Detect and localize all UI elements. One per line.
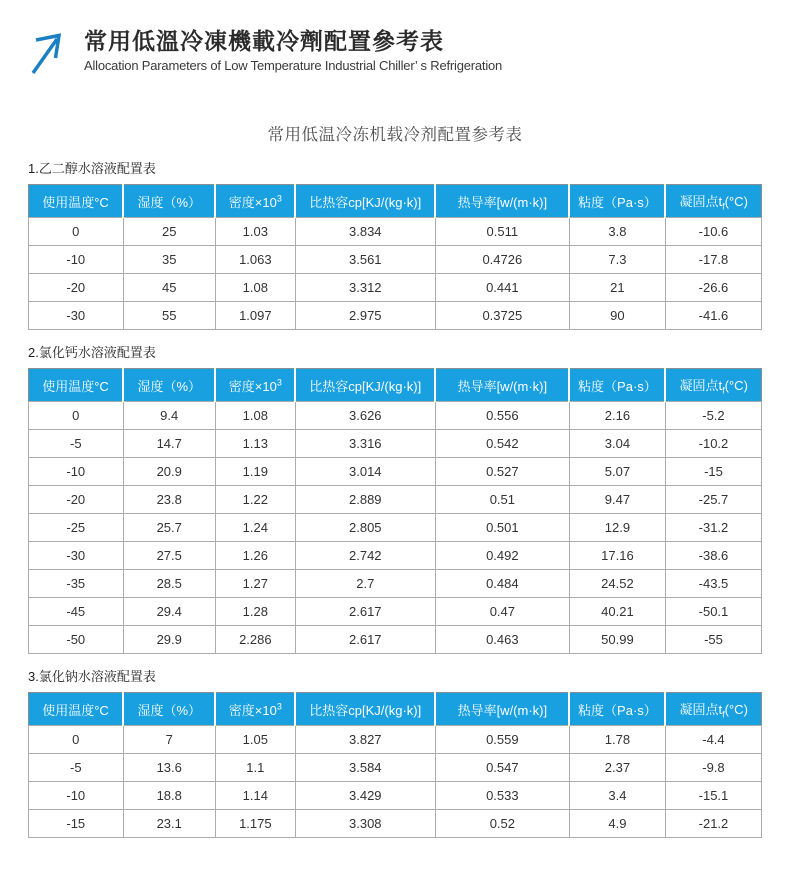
section-label-ethylene-glycol: 1.乙二醇水溶液配置表 xyxy=(28,161,156,176)
table-cell: 3.04 xyxy=(569,430,665,458)
table-cell: -55 xyxy=(665,626,761,654)
table-cell: 0.492 xyxy=(435,542,569,570)
table-cell: 1.26 xyxy=(215,542,295,570)
table-cell: 1.28 xyxy=(215,598,295,626)
table-cell: -38.6 xyxy=(665,542,761,570)
table-row xyxy=(29,274,762,302)
table-cell: 1.13 xyxy=(215,430,295,458)
table-cell: -9.8 xyxy=(665,754,761,782)
table-row xyxy=(29,430,762,458)
table-cell: -10.2 xyxy=(665,430,761,458)
table-cell: 7.3 xyxy=(569,246,665,274)
table-cell: 0.463 xyxy=(435,626,569,654)
table-row xyxy=(29,458,762,486)
table-cell: 2.7 xyxy=(295,570,435,598)
section-label-calcium-chloride: 2.氯化钙水溶液配置表 xyxy=(28,345,156,360)
table-cell: 2.37 xyxy=(569,754,665,782)
column-header: 使用温度°C xyxy=(29,369,124,402)
table-cell: 3.584 xyxy=(295,754,435,782)
column-header: 粘度（Pa·s） xyxy=(569,185,665,218)
table-cell: -26.6 xyxy=(665,274,761,302)
column-header: 湿度（%） xyxy=(123,369,215,402)
section-label-sodium-chloride: 3.氯化钠水溶液配置表 xyxy=(28,669,156,684)
column-header: 密度$\times 10^3$ xyxy=(215,693,295,726)
table-cell: 3.8 xyxy=(569,218,665,246)
table-row xyxy=(29,514,762,542)
table-cell: 0.542 xyxy=(435,430,569,458)
column-header: 粘度（Pa·s） xyxy=(569,369,665,402)
table-cell: -41.6 xyxy=(665,302,761,330)
table-cell: 0.51 xyxy=(435,486,569,514)
table-cell: 1.05 xyxy=(215,726,295,754)
column-header: 凝固点$t_f(^\circ C)$ xyxy=(665,369,761,402)
table-row xyxy=(29,726,762,754)
column-header: 凝固点$t_f(^\circ C)$ xyxy=(665,185,761,218)
column-header: 密度$\times 10^3$ xyxy=(215,369,295,402)
table-cell: 17.16 xyxy=(569,542,665,570)
sodium-chloride-table xyxy=(28,692,762,838)
table-row xyxy=(29,402,762,430)
table-cell: 1.27 xyxy=(215,570,295,598)
table-cell: 90 xyxy=(569,302,665,330)
table-cell: 13.6 xyxy=(123,754,215,782)
table-cell: 9.47 xyxy=(569,486,665,514)
table-cell: 4.9 xyxy=(569,810,665,838)
ethylene-glycol-table xyxy=(28,184,762,330)
table-cell: 0.3725 xyxy=(435,302,569,330)
table-cell: 1.03 xyxy=(215,218,295,246)
table-cell: 1.063 xyxy=(215,246,295,274)
table-cell: -25 xyxy=(29,514,124,542)
table-cell: 2.617 xyxy=(295,598,435,626)
table-cell: -30 xyxy=(29,542,124,570)
table-cell: 0.484 xyxy=(435,570,569,598)
table-cell: -10 xyxy=(29,458,124,486)
column-header: 使用温度°C xyxy=(29,693,124,726)
table-cell: 1.78 xyxy=(569,726,665,754)
table-cell: 45 xyxy=(123,274,215,302)
column-header: 使用温度°C xyxy=(29,185,124,218)
table-row xyxy=(29,486,762,514)
table-cell: 20.9 xyxy=(123,458,215,486)
column-header: 热导率[w/(m·k)] xyxy=(435,185,569,218)
page-header xyxy=(28,26,762,76)
table-cell: 23.1 xyxy=(123,810,215,838)
column-header: 密度$\times 10^3$ xyxy=(215,185,295,218)
table-cell: -17.8 xyxy=(665,246,761,274)
table-cell: 0.4726 xyxy=(435,246,569,274)
table-cell: 2.742 xyxy=(295,542,435,570)
table-cell: 3.827 xyxy=(295,726,435,754)
table-cell: 2.805 xyxy=(295,514,435,542)
table-cell: -5 xyxy=(29,754,124,782)
table-cell: 3.429 xyxy=(295,782,435,810)
table-cell: -50.1 xyxy=(665,598,761,626)
table-cell: 1.08 xyxy=(215,402,295,430)
table-cell: 0.501 xyxy=(435,514,569,542)
table-cell: 0.511 xyxy=(435,218,569,246)
column-header: 凝固点$t_f(^\circ C)$ xyxy=(665,693,761,726)
table-cell: 24.52 xyxy=(569,570,665,598)
table-cell: 0.556 xyxy=(435,402,569,430)
page-subtitle: Allocation Parameters of Low Temperature Industrial Chiller’ s Refrigeration xyxy=(84,58,503,73)
table-cell: 2.975 xyxy=(295,302,435,330)
table-row xyxy=(29,570,762,598)
table-cell: 1.175 xyxy=(215,810,295,838)
table-row xyxy=(29,626,762,654)
table-header-row xyxy=(29,185,762,218)
table-cell: 3.316 xyxy=(295,430,435,458)
table-cell: 2.889 xyxy=(295,486,435,514)
table-cell: 3.626 xyxy=(295,402,435,430)
table-cell: -15.1 xyxy=(665,782,761,810)
table-cell: -15 xyxy=(29,810,124,838)
table-cell: 2.16 xyxy=(569,402,665,430)
table-cell: 55 xyxy=(123,302,215,330)
table-row xyxy=(29,302,762,330)
table-row xyxy=(29,246,762,274)
table-cell: 40.21 xyxy=(569,598,665,626)
table-cell: -45 xyxy=(29,598,124,626)
header-titles xyxy=(84,26,502,75)
table-cell: 18.8 xyxy=(123,782,215,810)
table-cell: 1.1 xyxy=(215,754,295,782)
table-cell: 14.7 xyxy=(123,430,215,458)
calcium-chloride-table xyxy=(28,368,762,654)
table-cell: -10.6 xyxy=(665,218,761,246)
table-cell: 0.47 xyxy=(435,598,569,626)
table-cell: 0 xyxy=(29,726,124,754)
column-header: 比热容cp[KJ/(kg·k)] xyxy=(295,369,435,402)
table-cell: 25 xyxy=(123,218,215,246)
column-header: 比热容cp[KJ/(kg·k)] xyxy=(295,693,435,726)
table-header-row xyxy=(29,369,762,402)
table-cell: -5 xyxy=(29,430,124,458)
table-cell: -30 xyxy=(29,302,124,330)
table-cell: 27.5 xyxy=(123,542,215,570)
table-cell: 3.308 xyxy=(295,810,435,838)
table-cell: 1.14 xyxy=(215,782,295,810)
table-cell: -5.2 xyxy=(665,402,761,430)
table-cell: 1.22 xyxy=(215,486,295,514)
table-cell: -43.5 xyxy=(665,570,761,598)
table-cell: 0.533 xyxy=(435,782,569,810)
table-cell: 29.9 xyxy=(123,626,215,654)
table-cell: 9.4 xyxy=(123,402,215,430)
table-cell: 5.07 xyxy=(569,458,665,486)
arrow-up-right-icon xyxy=(28,28,68,76)
table-cell: 35 xyxy=(123,246,215,274)
table-cell: -4.4 xyxy=(665,726,761,754)
table-cell: 23.8 xyxy=(123,486,215,514)
section-sodium-chloride xyxy=(28,668,762,838)
table-cell: -20 xyxy=(29,486,124,514)
table-row xyxy=(29,218,762,246)
table-cell: 1.08 xyxy=(215,274,295,302)
table-cell: -35 xyxy=(29,570,124,598)
column-header: 热导率[w/(m·k)] xyxy=(435,369,569,402)
table-cell: -20 xyxy=(29,274,124,302)
table-cell: -31.2 xyxy=(665,514,761,542)
table-cell: 12.9 xyxy=(569,514,665,542)
table-cell: -10 xyxy=(29,782,124,810)
table-cell: 0.559 xyxy=(435,726,569,754)
table-cell: -10 xyxy=(29,246,124,274)
table-cell: -15 xyxy=(665,458,761,486)
table-row xyxy=(29,542,762,570)
table-header-row xyxy=(29,693,762,726)
table-row xyxy=(29,754,762,782)
table-cell: 3.834 xyxy=(295,218,435,246)
table-cell: 0.441 xyxy=(435,274,569,302)
table-cell: 28.5 xyxy=(123,570,215,598)
table-cell: 21 xyxy=(569,274,665,302)
document-title: 常用低温冷冻机载冷剂配置参考表 xyxy=(267,126,523,144)
section-ethylene-glycol xyxy=(28,160,762,330)
table-row xyxy=(29,598,762,626)
table-cell: 0 xyxy=(29,402,124,430)
table-cell: 0.527 xyxy=(435,458,569,486)
table-cell: -25.7 xyxy=(665,486,761,514)
table-cell: 3.4 xyxy=(569,782,665,810)
table-row xyxy=(29,782,762,810)
table-cell: -50 xyxy=(29,626,124,654)
table-cell: 1.19 xyxy=(215,458,295,486)
table-cell: 7 xyxy=(123,726,215,754)
column-header: 比热容cp[KJ/(kg·k)] xyxy=(295,185,435,218)
table-cell: 0.52 xyxy=(435,810,569,838)
table-cell: 2.617 xyxy=(295,626,435,654)
table-cell: 29.4 xyxy=(123,598,215,626)
column-header: 湿度（%） xyxy=(123,693,215,726)
table-cell: -21.2 xyxy=(665,810,761,838)
table-cell: 1.097 xyxy=(215,302,295,330)
table-cell: 3.312 xyxy=(295,274,435,302)
table-cell: 3.014 xyxy=(295,458,435,486)
column-header: 热导率[w/(m·k)] xyxy=(435,693,569,726)
table-cell: 50.99 xyxy=(569,626,665,654)
table-cell: 25.7 xyxy=(123,514,215,542)
table-cell: 0.547 xyxy=(435,754,569,782)
table-cell: 0 xyxy=(29,218,124,246)
page-title: 常用低溫冷凍機載冷劑配置參考表 xyxy=(84,28,444,54)
table-cell: 1.24 xyxy=(215,514,295,542)
table-cell: 3.561 xyxy=(295,246,435,274)
table-row xyxy=(29,810,762,838)
table-cell: 2.286 xyxy=(215,626,295,654)
column-header: 湿度（%） xyxy=(123,185,215,218)
section-calcium-chloride xyxy=(28,344,762,654)
column-header: 粘度（Pa·s） xyxy=(569,693,665,726)
